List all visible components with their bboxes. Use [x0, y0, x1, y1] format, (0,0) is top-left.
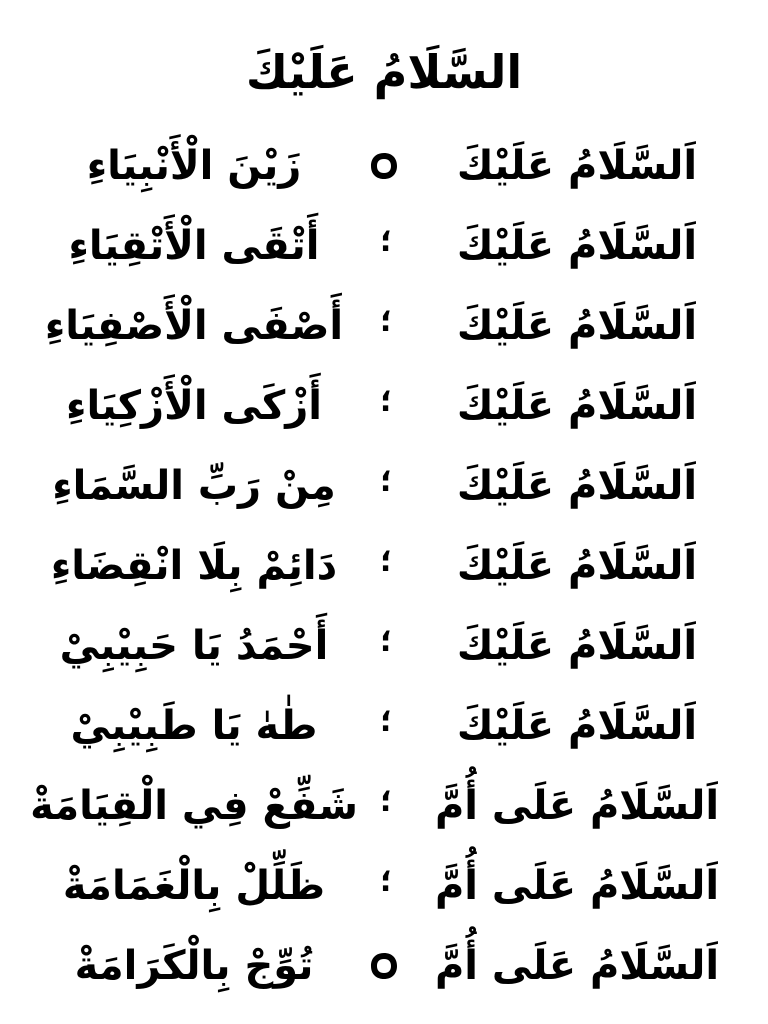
verse-left-hemistich: دَائِمْ بِلَا انْقِضَاءِ [50, 543, 338, 589]
verse-right-hemistich: اَلسَّلَامُ عَلَيْكَ [456, 303, 698, 349]
verse-row [0, 688, 768, 768]
verse-separator-mark: ؛ [380, 224, 392, 259]
verse-left-hemistich: شَفِّعْ فِي الْقِيَامَةْ [30, 783, 358, 829]
verse-row [0, 928, 768, 1008]
verse-left-hemistich: أَتْقَى الْأَتْقِيَاءِ [68, 223, 320, 269]
verse-left-hemistich: ظَلِّلْ بِالْغَمَامَةْ [62, 863, 326, 909]
verse-left-hemistich: أَحْمَدُ يَا حَبِيْبِيْ [59, 623, 329, 669]
verse-separator-mark: ؛ [380, 784, 392, 819]
verse-right-hemistich: اَلسَّلَامُ عَلَيْكَ [456, 543, 698, 589]
verse-row [0, 608, 768, 688]
verse-row [0, 768, 768, 848]
verse-row [0, 368, 768, 448]
verse-end-circle-icon [368, 950, 400, 982]
verse-right-hemistich: اَلسَّلَامُ عَلَى أُمَّ [434, 943, 720, 989]
verse-separator-mark: ؛ [380, 624, 392, 659]
verse-right-hemistich: اَلسَّلَامُ عَلَى أُمَّ [434, 783, 720, 829]
verse-list [0, 128, 768, 1008]
verse-right-hemistich: اَلسَّلَامُ عَلَيْكَ [456, 143, 698, 189]
verse-left-hemistich: مِنْ رَبِّ السَّمَاءِ [52, 463, 336, 509]
verse-row [0, 528, 768, 608]
verse-separator-mark: ؛ [380, 304, 392, 339]
verse-row [0, 208, 768, 288]
verse-row [0, 288, 768, 368]
verse-right-hemistich: اَلسَّلَامُ عَلَيْكَ [456, 623, 698, 669]
verse-separator-mark: ؛ [380, 704, 392, 739]
verse-left-hemistich: تُوِّجْ بِالْكَرَامَةْ [74, 943, 314, 989]
verse-separator-mark: ؛ [380, 464, 392, 499]
verse-separator-mark: ؛ [380, 384, 392, 419]
verse-row [0, 848, 768, 928]
verse-separator-mark: ؛ [380, 544, 392, 579]
verse-separator-mark: ؛ [380, 864, 392, 899]
verse-right-hemistich: اَلسَّلَامُ عَلَيْكَ [456, 223, 698, 269]
verse-right-hemistich: اَلسَّلَامُ عَلَيْكَ [456, 463, 698, 509]
verse-right-hemistich: اَلسَّلَامُ عَلَيْكَ [456, 383, 698, 429]
verse-left-hemistich: طٰهٰ يَا طَبِيْبِيْ [70, 703, 318, 749]
verse-right-hemistich: اَلسَّلَامُ عَلَيْكَ [456, 703, 698, 749]
verse-left-hemistich: أَزْكَى الْأَزْكِيَاءِ [66, 383, 322, 429]
verse-left-hemistich: زَيْنَ الْأَنْبِيَاءِ [86, 143, 302, 189]
page-title: السَّلَامُ عَلَيْكَ [245, 45, 523, 99]
verse-row [0, 128, 768, 208]
verse-right-hemistich: اَلسَّلَامُ عَلَى أُمَّ [434, 863, 720, 909]
verse-end-circle-icon [368, 150, 400, 182]
verse-row [0, 448, 768, 528]
verse-left-hemistich: أَصْفَى الْأَصْفِيَاءِ [44, 303, 344, 349]
